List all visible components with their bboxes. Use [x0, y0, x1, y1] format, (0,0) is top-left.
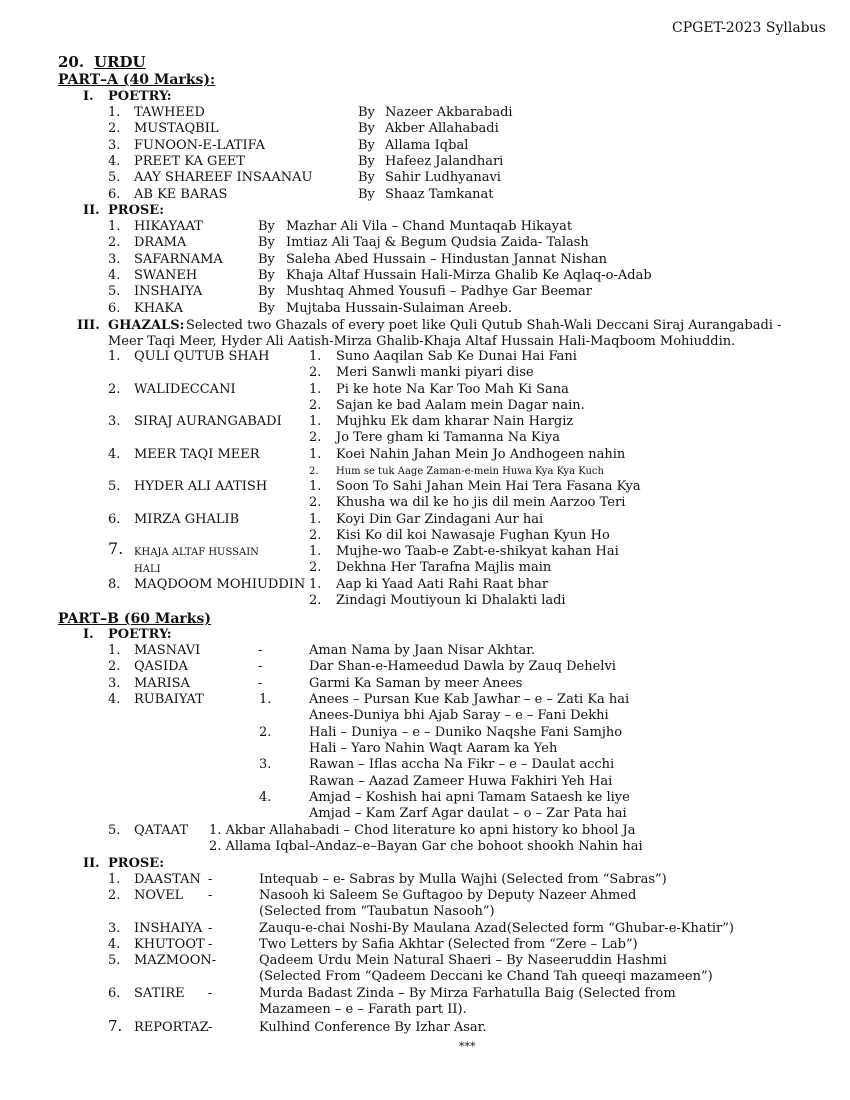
rubai-line: Amjad – Koshish hai apni Tamam Sataesh ke liye: [309, 789, 630, 805]
part-a-ghazals-heading: GHAZALS:: [108, 318, 185, 333]
prose-item-title: SWANEH: [134, 267, 198, 283]
poetry-item-dash: -: [258, 675, 263, 691]
prose-item-number: 4.: [108, 937, 121, 952]
poetry-item-title: MASNAVI: [134, 643, 201, 658]
poetry-item-by: By: [358, 170, 375, 186]
ghazal-poet-name: QULI QUTUB SHAH: [134, 349, 270, 364]
prose-item-title: KHUTOOT: [134, 937, 205, 952]
ghazal-number: 2.: [309, 593, 322, 609]
footer-mark: ***: [459, 1040, 476, 1053]
prose-item-by: By: [258, 235, 275, 251]
poetry-item-text: Dar Shan-e-Hameedud Dawla by Zauq Dehelvi: [309, 659, 616, 675]
qataat-number: 5.: [108, 823, 121, 838]
rubai-line: Hali – Duniya – e – Duniko Naqshe Fani Samjho: [309, 724, 623, 740]
part-a-heading: PART–A (40 Marks):: [58, 72, 216, 88]
qataat-line1: 1. Akbar Allahabadi – Chod literature ko apni history ko bhool Ja: [209, 823, 636, 838]
poetry-item-number: 5.: [108, 170, 121, 186]
ghazal-poet-name: SIRAJ AURANGABADI: [134, 414, 282, 429]
ghazal-poet-number: 8.: [108, 577, 121, 592]
part-b-poetry-heading: POETRY:: [108, 627, 172, 642]
prose-item-dash: -: [208, 986, 213, 1001]
ghazal-poet-name: WALIDECCANI: [134, 382, 236, 397]
prose-item-title: DRAMA: [134, 235, 187, 251]
prose-item-dash: -: [208, 921, 213, 936]
prose-item-number: 3.: [108, 251, 121, 267]
poetry-item-number: 2.: [108, 659, 121, 675]
prose-item-by: By: [258, 267, 275, 283]
part-b-prose-heading: PROSE:: [108, 856, 164, 871]
ghazal-number: 1.: [309, 512, 322, 527]
poetry-item-by: By: [358, 153, 375, 169]
ghazal-poet-name: MIRZA GHALIB: [134, 512, 240, 527]
prose-item-title: HIKAYAAT: [134, 219, 203, 234]
prose-item-text: Murda Badast Zinda – By Mirza Farhatulla Baig (Selected from: [259, 986, 676, 1001]
poetry-item-number: 3.: [108, 137, 121, 153]
ghazal-poet-number: 6.: [108, 512, 121, 527]
poetry-item-number: 2.: [108, 121, 121, 137]
rubai-line: Rawan – Iflas accha Na Fikr – e – Daulat acchi: [309, 757, 615, 773]
ghazal-poet-number: 4.: [108, 447, 121, 462]
prose-item-by: By: [258, 300, 275, 316]
ghazal-number: 2.: [309, 528, 322, 544]
ghazal-title: Kisi Ko dil koi Nawasaje Fughan Kyun Ho: [336, 528, 610, 544]
rubaiyat-number: 4.: [108, 692, 121, 707]
ghazal-poet-number: 2.: [108, 382, 121, 397]
ghazal-poet-number: 1.: [108, 349, 121, 364]
rubai-number: 1.: [259, 692, 272, 707]
ghazal-title: Koei Nahin Jahan Mein Jo Andhogeen nahin: [336, 447, 626, 462]
prose-item-number: 3.: [108, 921, 121, 936]
ghazal-number: 2.: [309, 365, 322, 381]
poetry-item-text: Aman Nama by Jaan Nisar Akhtar.: [309, 643, 536, 658]
ghazal-number: 1.: [309, 349, 322, 364]
poetry-item-author: Akber Allahabadi: [385, 121, 499, 137]
ghazal-poet-name: HALI: [134, 564, 161, 575]
rubai-line: Anees – Pursan Kue Kab Jawhar – e – Zati Ka hai: [309, 692, 630, 707]
ghazal-poet-number: 7.: [108, 539, 124, 558]
prose-item-dash: -: [208, 888, 213, 903]
ghazal-poet-name: KHAJA ALTAF HUSSAIN: [134, 547, 259, 558]
prose-item-number: 6.: [108, 300, 121, 316]
poetry-item-text: Garmi Ka Saman by meer Anees: [309, 675, 523, 691]
part-b-prose-numeral: II.: [83, 856, 100, 871]
ghazal-number: 2.: [309, 495, 322, 511]
prose-item-text: Zauqu-e-chai Noshi-By Maulana Azad(Selected form “Ghubar-e-Khatir”): [259, 921, 734, 936]
poetry-item-author: Sahir Ludhyanavi: [385, 170, 501, 186]
qataat-title: QATAAT: [134, 823, 189, 838]
ghazal-poet-number: 5.: [108, 479, 121, 494]
poetry-item-author: Hafeez Jalandhari: [385, 153, 504, 169]
prose-item-text: (Selected From “Qadeem Deccani ke Chand Tah queeqi mazameen”): [259, 969, 713, 985]
poetry-item-by: By: [358, 186, 375, 202]
prose-item-title: KHAKA: [134, 300, 184, 316]
prose-item-dash: -: [208, 1020, 213, 1035]
prose-item-author: Mushtaq Ahmed Yousufi – Padhye Gar Beemar: [286, 284, 593, 300]
prose-item-by: By: [258, 251, 275, 267]
ghazal-poet-name: HYDER ALI AATISH: [134, 479, 268, 494]
ghazal-poet-name: MEER TAQI MEER: [134, 447, 260, 462]
rubai-number: 4.: [259, 789, 272, 805]
poetry-item-by: By: [358, 137, 375, 153]
document-title: CPGET-2023 Syllabus: [672, 20, 826, 36]
rubai-number: 3.: [259, 757, 272, 773]
poetry-item-dash: -: [258, 643, 263, 658]
prose-item-dash: -: [208, 872, 213, 887]
ghazal-title: Meri Sanwli manki piyari dise: [336, 365, 534, 381]
poetry-item-author: Shaaz Tamkanat: [385, 186, 494, 202]
ghazal-number: 1.: [309, 382, 322, 397]
poetry-item-number: 3.: [108, 675, 121, 691]
prose-item-dash: -: [208, 937, 213, 952]
poetry-item-title: PREET KA GEET: [134, 153, 246, 169]
prose-item-title: INSHAIYA: [134, 284, 203, 300]
prose-item-title: MAZMOON-: [134, 953, 217, 968]
ghazal-number: 2.: [309, 398, 322, 414]
ghazal-title: Koyi Din Gar Zindagani Aur hai: [336, 512, 544, 527]
poetry-item-by: By: [358, 121, 375, 137]
prose-item-number: 4.: [108, 267, 121, 283]
prose-item-number: 2.: [108, 888, 121, 903]
prose-item-text: Nasooh ki Saleem Se Guftagoo by Deputy Nazeer Ahmed: [259, 888, 637, 903]
poetry-item-by: By: [358, 105, 375, 120]
rubaiyat-title: RUBAIYAT: [134, 692, 204, 707]
ghazal-title: Dekhna Her Tarafna Majlis main: [336, 560, 552, 576]
prose-item-title: INSHAIYA: [134, 921, 203, 936]
poetry-item-title: AB KE BARAS: [134, 186, 228, 202]
prose-item-title: DAASTAN: [134, 872, 201, 887]
poetry-item-number: 4.: [108, 153, 121, 169]
rubai-line: Anees-Duniya bhi Ajab Saray – e – Fani Dekhi: [309, 708, 609, 724]
prose-item-title: SAFARNAMA: [134, 251, 223, 267]
ghazal-title: Hum se tuk Aage Zaman-e-mein Huwa Kya Kya Kuch: [336, 466, 604, 478]
ghazal-poet-number: 3.: [108, 414, 121, 429]
poetry-item-number: 1.: [108, 643, 121, 658]
prose-item-number: 7.: [108, 1017, 123, 1035]
ghazal-title: Pi ke hote Na Kar Too Mah Ki Sana: [336, 382, 569, 397]
ghazal-title: Suno Aaqilan Sab Ke Dunai Hai Fani: [336, 349, 577, 364]
ghazal-title: Mujhe-wo Taab-e Zabt-e-shikyat kahan Hai: [336, 544, 619, 559]
part-a-prose-heading: PROSE:: [108, 203, 164, 218]
prose-item-number: 5.: [108, 284, 121, 300]
prose-item-number: 1.: [108, 872, 121, 887]
prose-item-number: 6.: [108, 986, 121, 1001]
prose-item-text: Qadeem Urdu Mein Natural Shaeri – By Naseeruddin Hashmi: [259, 953, 667, 968]
prose-item-title: REPORTAZ: [134, 1020, 209, 1035]
ghazal-title: Zindagi Moutiyoun ki Dhalakti ladi: [336, 593, 566, 609]
section-name: URDU: [94, 53, 146, 71]
rubai-line: Rawan – Aazad Zameer Huwa Fakhiri Yeh Hai: [309, 773, 613, 789]
part-a-ghazals-numeral: III.: [77, 318, 100, 333]
prose-item-text: Kulhind Conference By Izhar Asar.: [259, 1020, 487, 1035]
ghazal-poet-name: MAQDOOM MOHIUDDIN: [134, 577, 306, 592]
ghazal-number: 1.: [309, 577, 322, 592]
prose-item-author: Saleha Abed Hussain – Hindustan Jannat Nishan: [286, 251, 607, 267]
poetry-item-title: TAWHEED: [134, 105, 205, 120]
section-number: 20.: [58, 53, 85, 71]
prose-item-title: NOVEL: [134, 888, 184, 903]
rubai-line: Hali – Yaro Nahin Waqt Aaram ka Yeh: [309, 740, 558, 756]
prose-item-author: Mazhar Ali Vila – Chand Muntaqab Hikayat: [286, 219, 573, 234]
part-a-prose-numeral: II.: [83, 203, 100, 218]
ghazal-title: Aap ki Yaad Aati Rahi Raat bhar: [336, 577, 549, 592]
poetry-item-author: Allama Iqbal: [385, 137, 469, 153]
poetry-item-title: QASIDA: [134, 659, 188, 675]
prose-item-text: Mazameen – e – Farath part II).: [259, 1002, 467, 1018]
ghazal-title: Soon To Sahi Jahan Mein Hai Tera Fasana Kya: [336, 479, 641, 494]
ghazal-title: Khusha wa dil ke ho jis dil mein Aarzoo Teri: [336, 495, 626, 511]
ghazal-number: 1.: [309, 479, 322, 494]
part-b-heading: PART–B (60 Marks): [58, 611, 212, 627]
poetry-item-author: Nazeer Akbarabadi: [385, 105, 513, 120]
ghazal-title: Mujhku Ek dam kharar Nain Hargiz: [336, 414, 574, 429]
part-a-poetry-heading: POETRY:: [108, 89, 172, 104]
ghazals-intro-line2: Meer Taqi Meer, Hyder Ali Aatish-Mirza Ghalib-Khaja Altaf Hussain Hali-Maqboom Mohiuddin.: [108, 334, 736, 349]
prose-item-number: 1.: [108, 219, 121, 234]
prose-item-author: Mujtaba Hussain-Sulaiman Areeb.: [286, 300, 512, 316]
prose-item-number: 5.: [108, 953, 121, 968]
rubai-line: Amjad – Kam Zarf Agar daulat – o – Zar Pata hai: [309, 806, 627, 822]
ghazal-number: 1.: [309, 414, 322, 429]
part-b-poetry-numeral: I.: [83, 627, 94, 642]
prose-item-author: Imtiaz Ali Taaj & Begum Qudsia Zaida- Talash: [286, 235, 589, 251]
part-a-poetry-numeral: I.: [83, 89, 94, 104]
prose-item-by: By: [258, 219, 275, 234]
ghazal-number: 2.: [309, 430, 322, 446]
ghazal-number: 1.: [309, 447, 322, 462]
prose-item-by: By: [258, 284, 275, 300]
poetry-item-title: MARISA: [134, 675, 190, 691]
ghazal-number: 1.: [309, 544, 322, 559]
qataat-line2: 2. Allama Iqbal–Andaz–e–Bayan Gar che bohoot shookh Nahin hai: [209, 839, 643, 854]
ghazal-number: 2.: [309, 466, 319, 478]
poetry-item-title: MUSTAQBIL: [134, 121, 219, 137]
poetry-item-title: AAY SHAREEF INSAANAU: [134, 170, 313, 186]
ghazal-number: 2.: [309, 560, 322, 576]
rubai-number: 2.: [259, 724, 272, 740]
poetry-item-number: 6.: [108, 186, 121, 202]
prose-item-author: Khaja Altaf Hussain Hali-Mirza Ghalib Ke Aqlaq-o-Adab: [286, 267, 652, 283]
poetry-item-number: 1.: [108, 105, 121, 120]
poetry-item-dash: -: [258, 659, 263, 675]
prose-item-text: (Selected from “Taubatun Nasooh”): [259, 904, 495, 920]
ghazal-title: Jo Tere gham ki Tamanna Na Kiya: [336, 430, 560, 446]
prose-item-text: Intequab – e- Sabras by Mulla Wajhi (Selected from “Sabras”): [259, 872, 667, 887]
prose-item-text: Two Letters by Safia Akhtar (Selected from “Zere – Lab”): [259, 937, 638, 952]
ghazals-intro-line1: Selected two Ghazals of every poet like Quli Qutub Shah-Wali Deccani Siraj Aurangabadi -: [186, 318, 782, 333]
ghazal-title: Sajan ke bad Aalam mein Dagar nain.: [336, 398, 585, 414]
poetry-item-title: FUNOON-E-LATIFA: [134, 137, 265, 153]
prose-item-number: 2.: [108, 235, 121, 251]
prose-item-title: SATIRE: [134, 986, 185, 1001]
